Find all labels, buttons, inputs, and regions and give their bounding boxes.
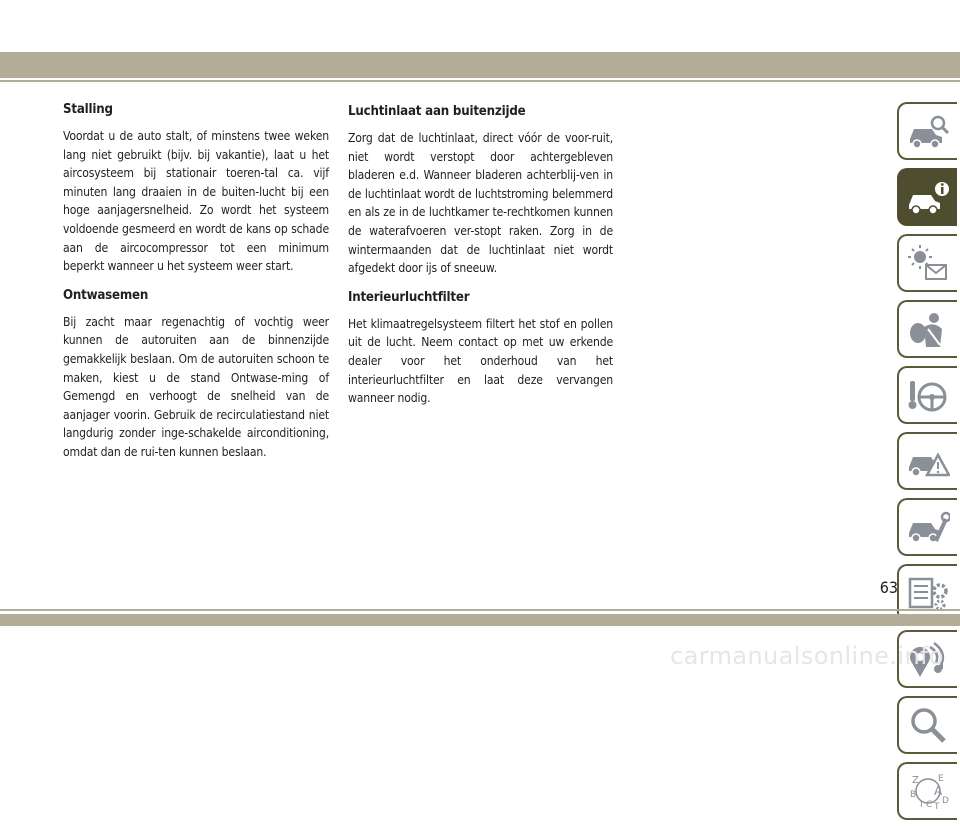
section-stalling: [63, 102, 329, 276]
section-luchtinlaat: [348, 104, 613, 278]
left-column: [63, 102, 329, 474]
alphabet-index-icon: [906, 771, 950, 811]
tab-servicing[interactable]: [897, 498, 957, 556]
index-letter: A: [934, 784, 943, 798]
bottom-divider: [0, 609, 960, 611]
section-heading: Stalling: [63, 102, 113, 117]
section-text: Het klimaatregelsysteem filtert het stof en pollen uit de lucht. Neem contact op met uw erkende dealer voor het onderhoud van het interieurluchtfilter en laat deze vervangen wanneer nodig.: [348, 316, 613, 406]
bottom-decorative-band: [0, 614, 960, 626]
index-letter: B: [910, 790, 917, 800]
section-heading: Ontwasemen: [63, 287, 149, 303]
index-letter: E: [938, 774, 944, 784]
index-letter: Z: [912, 775, 919, 786]
tab-search[interactable]: [897, 696, 957, 754]
car-search-icon: [906, 111, 950, 151]
chapter-tabs: [897, 102, 959, 828]
warning-light-message-icon: [906, 243, 950, 283]
tab-warning-lights[interactable]: [897, 234, 957, 292]
section-text: Bij zacht maar regenachtig of vochtig weer kunnen de autoruiten aan de binnenzijde gemakkelijk beslaan. Om de autoruiten schoon te maken, kiest u de stand Ontwase-ming of Gemengd en verhoogt de snelheid van de aanjager voorin. Gebruik de recirculatiestand niet langdurig zonder inge-schakelde airconditioning, omdat dan de rui-ten kunnen beslaan.: [63, 314, 329, 459]
specs-gear-icon: [906, 573, 950, 613]
tab-emergency[interactable]: [897, 432, 957, 490]
tab-safety[interactable]: [897, 300, 957, 358]
car-info-icon: [906, 177, 950, 217]
tab-car-info[interactable]: [897, 168, 957, 226]
tab-index[interactable]: [897, 762, 957, 820]
index-letter: D: [942, 796, 949, 806]
top-divider: [0, 80, 960, 82]
section-text: Zorg dat de luchtinlaat, direct vóór de voor-ruit, niet wordt verstopt door achtergebleven bladeren e.d. Wanneer bladeren achterblij-ven in de luchtinlaat wordt de luchtstroming belemmerd en als ze in de luchtkamer te-rechtkomen kunnen de waterafvoeren ver-stopt raken. Zorg in de wintermaanden dat de luchtinlaat niet wordt afgedekt door ijs of sneeuw.: [348, 131, 613, 276]
section-ontwasemen: [63, 288, 329, 462]
section-text: Voordat u de auto stalt, of minstens twee weken lang niet gebruikt (bijv. bij vakantie), laat u het aircosysteem bij stationair toeren-tal ca. vijf minuten lang draaien in de buiten-lucht bij een hoge aanjagersnelheid. Zo wordt het systeem voldoende gesmeerd en wordt de kans op schade aan de aircocompressor tot een minimum beperkt wanneer u het systeem weer start.: [63, 129, 329, 274]
top-decorative-band: [0, 52, 960, 78]
index-letter: T: [934, 802, 940, 811]
page-number: 63: [879, 578, 898, 597]
watermark: carmanualsonline.info: [670, 642, 944, 670]
section-heading: Luchtinlaat aan buitenzijde: [348, 104, 526, 119]
car-wrench-icon: [906, 507, 950, 547]
magnifier-icon: [906, 705, 950, 745]
car-warning-icon: [906, 441, 950, 481]
tab-starting-driving[interactable]: [897, 366, 957, 424]
steering-wheel-key-icon: [906, 375, 950, 415]
tab-car-search[interactable]: [897, 102, 957, 160]
index-letter: I: [920, 800, 923, 810]
section-heading: Interieurluchtfilter: [348, 289, 470, 305]
section-interieurluchtfilter: [348, 290, 613, 408]
index-letter: C: [926, 800, 933, 810]
right-column: [348, 102, 613, 420]
airbag-seatbelt-icon: [906, 309, 950, 349]
